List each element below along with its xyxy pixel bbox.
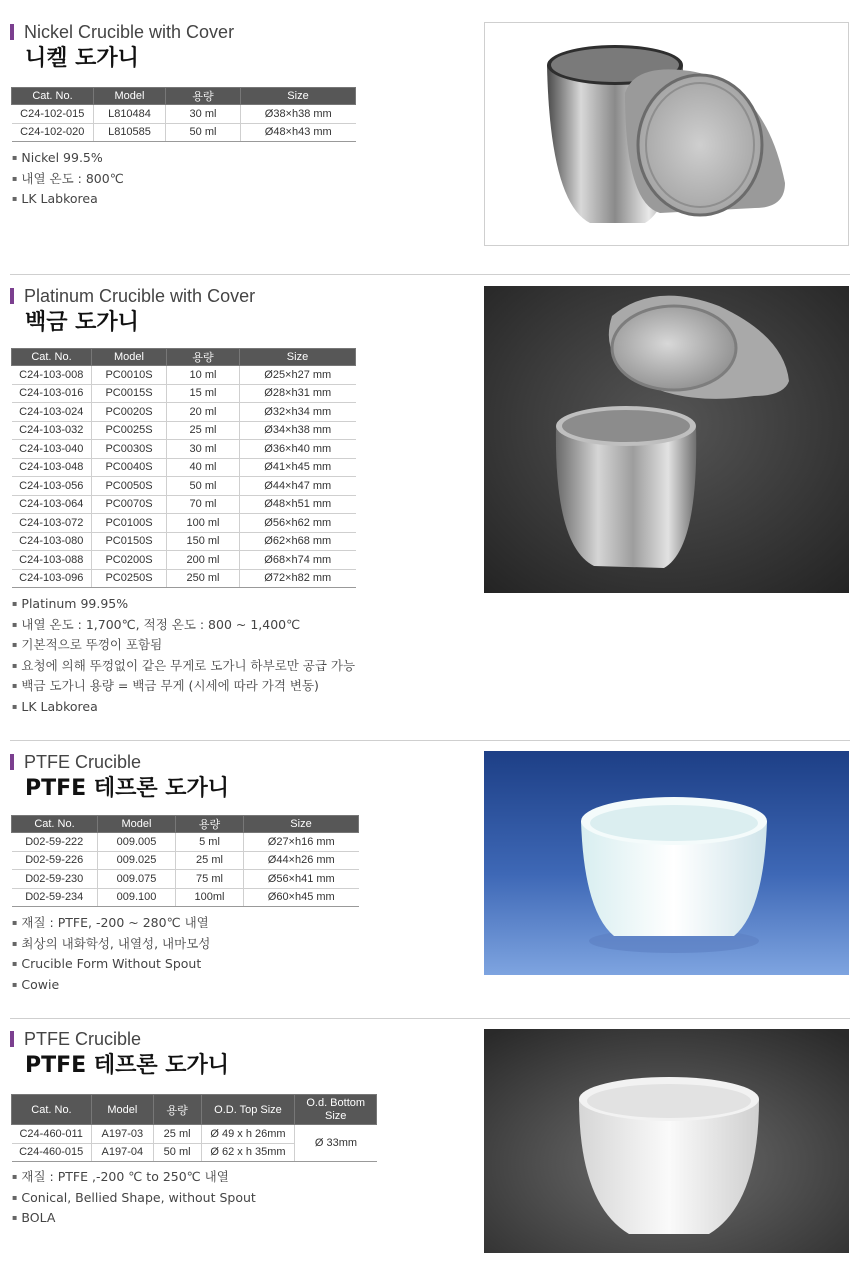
col-cat-no: Cat. No. <box>12 88 94 105</box>
col-capacity: 용량 <box>166 88 241 105</box>
col-capacity: 용량 <box>153 1095 201 1125</box>
list-item: ▪ LK Labkorea <box>12 189 124 210</box>
list-item: ▪ 요청에 의해 뚜껑없이 같은 무게로 도가니 하부로만 공급 가능 <box>12 656 355 677</box>
col-od-top-size: O.D. Top Size <box>201 1095 295 1125</box>
table-row: D02-59-234 009.100 100ml Ø60×h45 mm <box>12 888 359 907</box>
list-item: ▪ Cowie <box>12 975 210 996</box>
table-row: C24-102-015 L810484 30 ml Ø38×h38 mm <box>12 105 356 124</box>
table-header-row <box>12 1095 377 1125</box>
list-item: ▪ 내열 온도 : 1,700℃, 적정 온도 : 800 ~ 1,400℃ <box>12 615 355 636</box>
list-item: ▪ 내열 온도 : 800℃ <box>12 169 124 190</box>
col-cat-no: Cat. No. <box>12 816 98 833</box>
section-title-en: PTFE Crucible <box>10 751 141 773</box>
section-title-ko: 백금 도가니 <box>25 310 139 335</box>
list-item: ▪ Platinum 99.95% <box>12 594 355 615</box>
list-item: ▪ Nickel 99.5% <box>12 148 124 169</box>
ptfe-crucible-illustration <box>484 1029 849 1253</box>
col-size: Size <box>240 349 356 366</box>
table-row: C24-103-024 PC0020S 20 ml Ø32×h34 mm <box>12 403 356 422</box>
section-title-ko: PTFE 테프론 도가니 <box>25 776 230 801</box>
col-model: Model <box>92 349 167 366</box>
list-item: ▪ 백금 도가니 용량 = 백금 무게 (시세에 따라 가격 변동) <box>12 676 355 697</box>
list-item: ▪ LK Labkorea <box>12 697 355 718</box>
table-row: C24-103-048 PC0040S 40 ml Ø41×h45 mm <box>12 458 356 477</box>
table-row: D02-59-222 009.005 5 ml Ø27×h16 mm <box>12 833 359 852</box>
table-row: C24-103-056 PC0050S 50 ml Ø44×h47 mm <box>12 477 356 496</box>
table-row: C24-103-040 PC0030S 30 ml Ø36×h40 mm <box>12 440 356 459</box>
shared-bottom-size: Ø 33mm <box>295 1125 377 1162</box>
table-row: C24-103-032 PC0025S 25 ml Ø34×h38 mm <box>12 421 356 440</box>
section-title-en: Nickel Crucible with Cover <box>10 21 234 43</box>
list-item: ▪ 재질 : PTFE, -200 ~ 280℃ 내열 <box>12 913 210 934</box>
list-item: ▪ 기본적으로 뚜껑이 포함됨 <box>12 635 355 656</box>
col-capacity: 용량 <box>176 816 244 833</box>
table-row: C24-103-096 PC0250S 250 ml Ø72×h82 mm <box>12 569 356 588</box>
list-item: ▪ Conical, Bellied Shape, without Spout <box>12 1188 256 1209</box>
col-size: Size <box>244 816 359 833</box>
table-row: C24-103-072 PC0100S 100 ml Ø56×h62 mm <box>12 514 356 533</box>
notes-list <box>12 1167 256 1229</box>
section-title-en: PTFE Crucible <box>10 1028 141 1050</box>
table-row: C24-103-064 PC0070S 70 ml Ø48×h51 mm <box>12 495 356 514</box>
table-row: C24-102-020 L810585 50 ml Ø48×h43 mm <box>12 123 356 142</box>
table-row: C24-103-016 PC0015S 15 ml Ø28×h31 mm <box>12 384 356 403</box>
section-title-ko: 니켈 도가니 <box>25 46 139 71</box>
table-row: C24-460-011 A197-03 25 ml Ø 49 x h 26mm Ø 33mm <box>12 1125 377 1144</box>
table-row: C24-460-015 A197-04 50 ml Ø 62 x h 35mm <box>12 1143 377 1162</box>
list-item: ▪ BOLA <box>12 1208 256 1229</box>
table-row: D02-59-230 009.075 75 ml Ø56×h41 mm <box>12 870 359 889</box>
col-cat-no: Cat. No. <box>12 349 92 366</box>
table-row: D02-59-226 009.025 25 ml Ø44×h26 mm <box>12 851 359 870</box>
spec-table <box>11 1094 377 1162</box>
ptfe-crucible-bola-photo <box>484 1029 849 1253</box>
col-size: Size <box>241 88 356 105</box>
list-item: ▪ 재질 : PTFE ,-200 ℃ to 250℃ 내열 <box>12 1167 256 1188</box>
col-model: Model <box>94 88 166 105</box>
list-item: ▪ 최상의 내화학성, 내열성, 내마모성 <box>12 934 210 955</box>
section-title-en: Platinum Crucible with Cover <box>10 285 255 307</box>
table-row: C24-103-088 PC0200S 200 ml Ø68×h74 mm <box>12 551 356 570</box>
col-od-bottom-size: O.d. Bottom Size <box>295 1095 377 1125</box>
col-cat-no: Cat. No. <box>12 1095 92 1125</box>
list-item: ▪ Crucible Form Without Spout <box>12 954 210 975</box>
table-row: C24-103-008 PC0010S 10 ml Ø25×h27 mm <box>12 366 356 385</box>
table-row: C24-103-080 PC0150S 150 ml Ø62×h68 mm <box>12 532 356 551</box>
section-title-ko: PTFE 테프론 도가니 <box>25 1053 230 1078</box>
col-model: Model <box>98 816 176 833</box>
col-capacity: 용량 <box>167 349 240 366</box>
title-accent-bar <box>10 1031 14 1047</box>
col-model: Model <box>91 1095 153 1125</box>
